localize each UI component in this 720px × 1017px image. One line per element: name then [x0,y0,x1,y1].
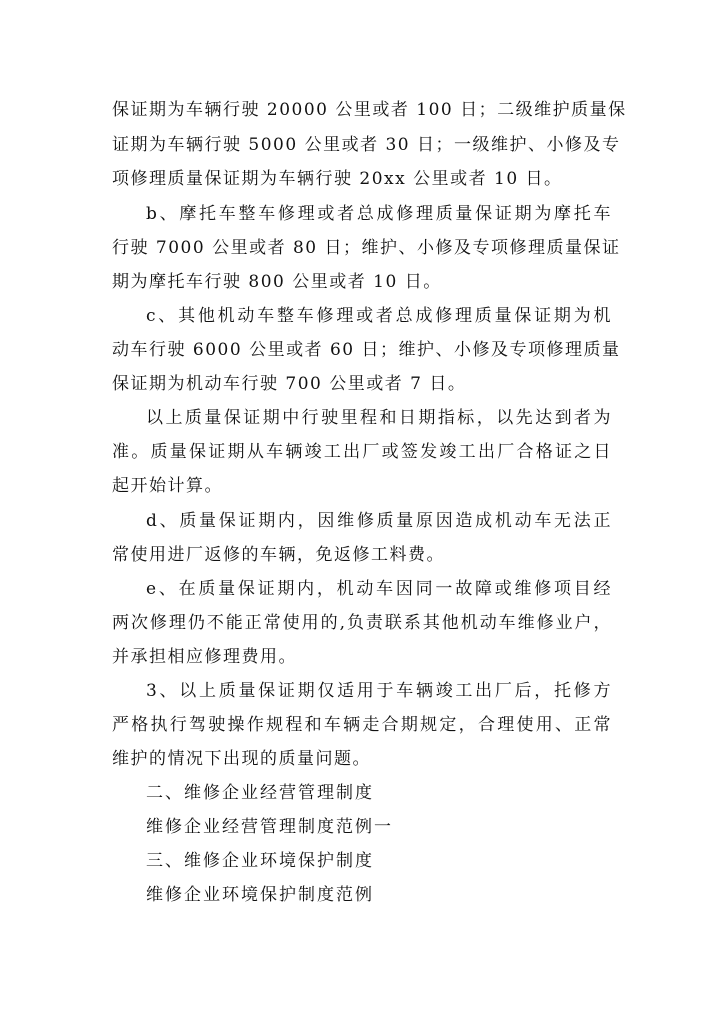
text-line: 并承担相应修理费用。 [112,647,297,667]
text-line: 证期为车辆行驶 5000 公里或者 30 日；一级维护、小修及专 [112,135,621,155]
text-line: 维护的情况下出现的质量问题。 [112,749,371,769]
text-line: 保证期为机动车行驶 700 公里或者 7 日。 [112,374,467,394]
section-heading: 三、维修企业环境保护制度 [146,851,374,871]
paragraph-start-line: b、摩托车整车修理或者总成修理质量保证期为摩托车 [146,204,612,224]
text-line: 动车行驶 6000 公里或者 60 日；维护、小修及专项修理质量 [112,340,621,360]
text-line: 保证期为车辆行驶 20000 公里或者 100 日；二级维护质量保 [112,100,627,120]
text-line: 准。质量保证期从车辆竣工出厂或签发竣工出厂合格证之日 [112,442,612,462]
paragraph-start-line: c、其他机动车整车修理或者总成修理质量保证期为机 [146,306,612,326]
text-line: 起开始计算。 [112,476,223,496]
text-line: 严格执行驾驶操作规程和车辆走合期规定，合理使用、正常 [112,715,612,735]
text-line: 两次修理仍不能正常使用的,负责联系其他机动车维修业户， [112,613,612,633]
section-heading: 二、维修企业经营管理制度 [146,783,374,803]
text-line: 期为摩托车行驶 800 公里或者 10 日。 [112,272,442,292]
section-subheading: 维修企业经营管理制度范例一 [146,817,393,837]
paragraph-start-line: 以上质量保证期中行驶里程和日期指标，以先达到者为 [146,408,612,428]
paragraph-start-line: 3、以上质量保证期仅适用于车辆竣工出厂后，托修方 [146,681,612,701]
text-line: 项修理质量保证期为车辆行驶 20xx 公里或者 10 日。 [112,169,563,189]
section-subheading: 维修企业环境保护制度范例 [146,885,374,905]
text-line: 常使用进厂返修的车辆，免返修工料费。 [112,545,445,565]
paragraph-start-line: d、质量保证期内，因维修质量原因造成机动车无法正 [146,511,612,531]
paragraph-start-line: e、在质量保证期内，机动车因同一故障或维修项目经 [146,579,612,599]
text-line: 行驶 7000 公里或者 80 日；维护、小修及专项修理质量保证 [112,238,621,258]
